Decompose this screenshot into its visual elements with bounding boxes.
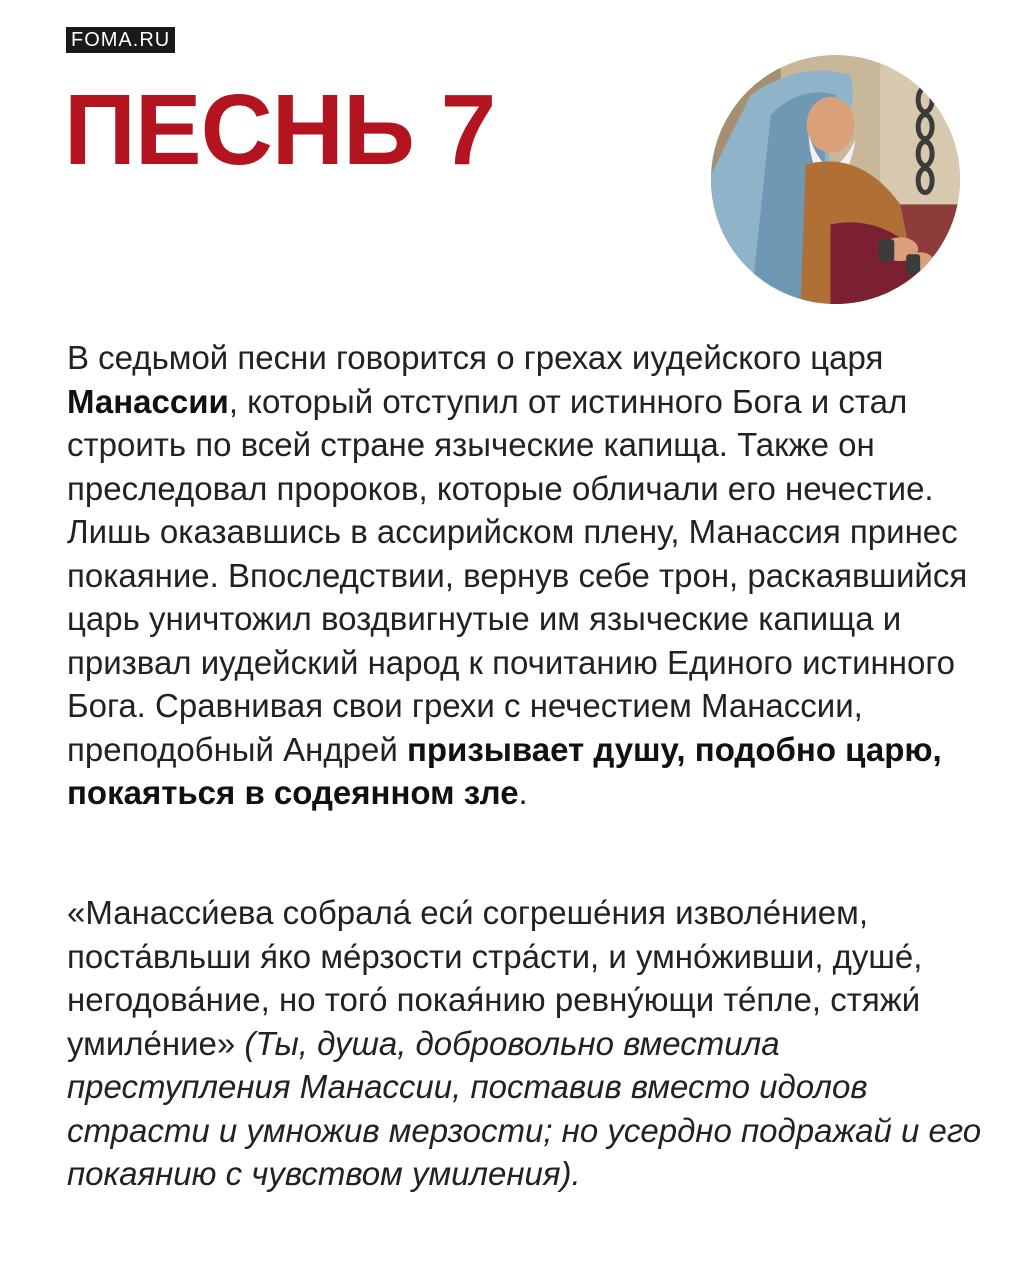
page-title: ПЕСНЬ 7	[64, 74, 496, 186]
paragraph-text-3: .	[518, 774, 528, 811]
quote-translation: (Ты, душа, добровольно вместила преступления Манассии, поставив вместо идолов страсти и умножив мерзости; но усердно подражай и его покаянию с чувством умиления).	[67, 1024, 982, 1192]
paragraph-text-2: , который отступил от истинного Бога и стал строить по всей стране языческие капища. Также он преследовал пророков, которые обличали его нечестие. Лишь оказавшись в ассирийском плену, Манассия принес покаяние. Впоследствии, вернув себе трон, раскаявшийся царь уничтожил воздвигнутые им языческие капища и призвал иудейский народ к почитанию Единого истинного Бога. Сравнивая свои грехи с нечестием Манассии, преподобный Андрей	[67, 382, 968, 768]
quote-church-slavonic: «Манасси́ева собрала́ еси́ согреше́ния изволе́нием, поста́вльши я́ко ме́рзости стра́сти, и умно́живши, душе́, негодова́ние, но того́ покая́нию ревну́ющи те́пле, стяжи́ умиле́ние»	[67, 894, 923, 1062]
paragraph-bold-manasseh: Манассии	[67, 382, 229, 420]
description-paragraph	[67, 336, 997, 815]
brand-logo[interactable]: FOMA.RU	[66, 27, 175, 53]
paragraph-bold-call: призывает душу, подобно царю, покаяться в содеянном зле	[67, 730, 942, 811]
canon-quote	[67, 891, 997, 1196]
portrait-image	[711, 55, 960, 304]
paragraph-text-1: В седьмой песни говорится о грехах иудейского царя	[67, 339, 884, 376]
manasseh-in-chains-illustration	[711, 55, 960, 304]
